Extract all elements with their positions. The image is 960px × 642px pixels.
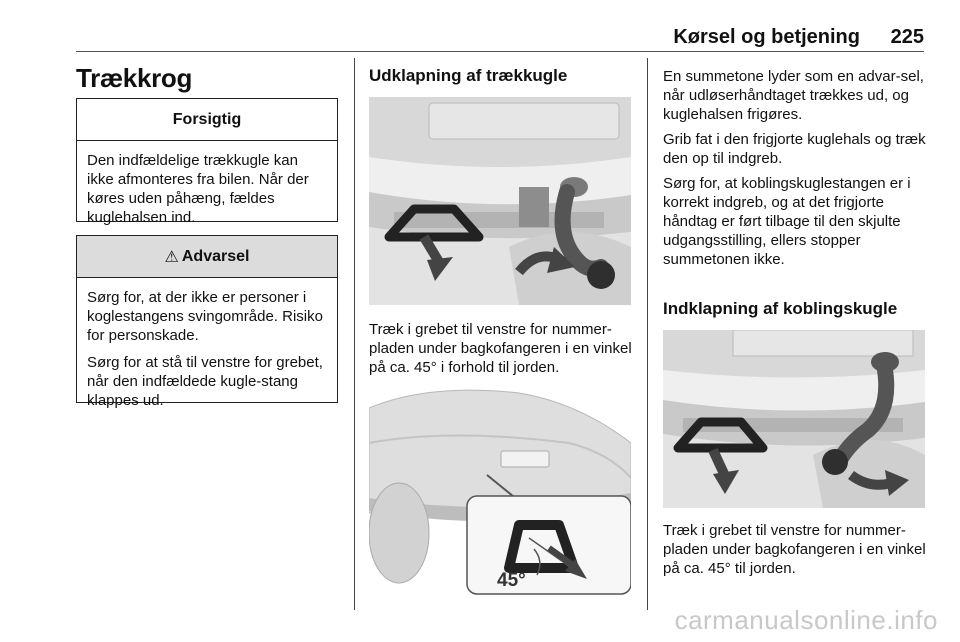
warning-heading: Advarsel	[181, 247, 250, 265]
fold-caption-block	[663, 521, 927, 584]
towbar-fold-image	[663, 330, 925, 508]
warning-paragraph-2: Sørg for at stå til venstre for grebet, når den indfældede kugle-stang klappes ud.	[87, 354, 323, 409]
warning-box	[76, 235, 338, 409]
page-number: 225	[890, 26, 924, 48]
bumper-handle-image	[369, 383, 631, 595]
header-rule	[76, 51, 924, 52]
unfold-caption: Træk i grebet til venstre for nummer-pladen under bagkofangeren i en vinkel på ca. 45° i forhold til jorden.	[369, 321, 632, 376]
fold-heading: Indklapning af koblingskugle	[663, 299, 898, 318]
warning-triangle-icon: ⚠	[164, 248, 179, 266]
bumper-illustration	[369, 383, 631, 595]
watermark: carmanualsonline.info	[674, 605, 938, 635]
right-paragraph-2: Grib fat i den frigjorte kuglehals og træk den op til indgreb.	[663, 131, 926, 167]
towbar-unfold-image	[369, 97, 631, 305]
warning-paragraph-1: Sørg for, at der ikke er personer i koglestangens svingområde. Risiko for personskade.	[87, 289, 323, 344]
right-paragraph-1: En summetone lyder som en advar-sel, når udløserhåndtaget trækkes ud, og kuglehalsen frigøres.	[663, 68, 924, 123]
unfold-illustration	[369, 97, 631, 305]
fold-caption: Træk i grebet til venstre for nummer-pladen under bagkofangeren i en vinkel på ca. 45° til jorden.	[663, 522, 926, 577]
page-title: Trækkrog	[76, 63, 193, 93]
caution-text: Den indfældelige trækkugle kan ikke afmonteres fra bilen. Når der køres uden påhæng, fældes kuglehalsen ind.	[87, 152, 309, 226]
fold-illustration	[663, 330, 925, 508]
section-title: Kørsel og betjening	[673, 26, 860, 48]
right-paragraph-3: Sørg for, at koblingskuglestangen er i korrekt indgreb, og at det frigjorte håndtag er ført tilbage til den skjulte udgangsstilling, ellers stopper summetonen ikke.	[663, 175, 911, 268]
caution-heading: Forsigtig	[77, 99, 337, 141]
caution-body	[77, 141, 337, 237]
right-paragraphs	[663, 67, 927, 275]
warning-body	[77, 278, 337, 420]
unfold-heading: Udklapning af trækkugle	[369, 66, 568, 85]
unfold-caption-block	[369, 320, 633, 383]
warning-heading-row	[77, 236, 337, 278]
column-divider-2	[647, 58, 648, 610]
page-header	[76, 26, 924, 50]
angle-label: 45°	[497, 570, 526, 591]
caution-box	[76, 98, 338, 226]
column-divider-1	[354, 58, 355, 610]
